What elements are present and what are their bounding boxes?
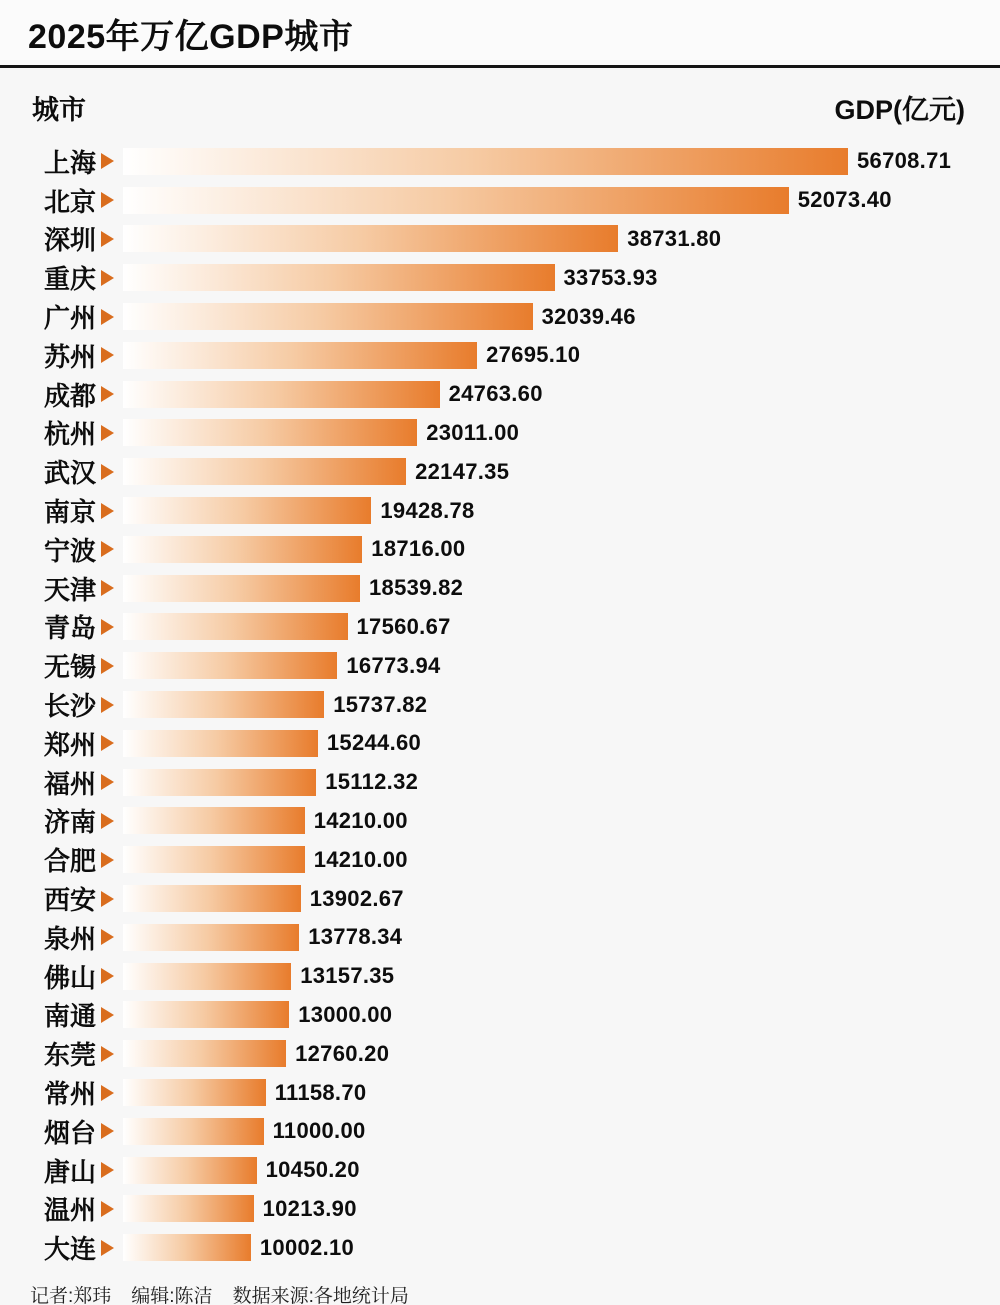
value-label: 13000.00 <box>298 1001 393 1027</box>
triangle-marker-icon <box>101 309 114 325</box>
chart-row <box>0 530 1000 569</box>
gdp-bar <box>123 807 305 834</box>
value-label: 14210.00 <box>313 846 408 872</box>
city-label: 上海 <box>43 147 96 178</box>
gdp-bar <box>123 963 291 990</box>
triangle-marker-icon <box>101 1085 114 1101</box>
chart-row <box>0 1228 1000 1267</box>
value-label: 13902.67 <box>309 885 404 911</box>
value-label: 15112.32 <box>325 769 419 795</box>
gdp-bar <box>123 187 789 214</box>
city-label: 常州 <box>43 1079 96 1110</box>
city-label: 青岛 <box>43 613 96 644</box>
triangle-marker-icon <box>101 813 114 829</box>
gdp-bar <box>123 575 360 602</box>
gdp-bar <box>123 1157 257 1184</box>
value-label: 32039.46 <box>541 303 636 329</box>
chart-row <box>0 685 1000 724</box>
triangle-marker-icon <box>101 425 114 441</box>
value-label: 22147.35 <box>415 458 510 484</box>
value-label: 10002.10 <box>259 1234 355 1260</box>
chart-row <box>0 142 1000 181</box>
city-label: 南通 <box>43 1001 96 1032</box>
gdp-bar <box>123 846 305 873</box>
gdp-bar <box>123 225 618 252</box>
chart-row <box>0 297 1000 336</box>
value-label: 14210.00 <box>313 807 408 833</box>
gdp-bar <box>123 148 848 175</box>
city-label: 唐山 <box>43 1156 96 1187</box>
value-label: 16773.94 <box>346 652 441 678</box>
city-label: 西安 <box>43 885 96 916</box>
value-label: 11158.70 <box>274 1079 367 1105</box>
gdp-bar <box>123 303 533 330</box>
column-header-city: 城市 <box>32 95 86 125</box>
gdp-bar <box>123 342 477 369</box>
triangle-marker-icon <box>101 697 114 713</box>
city-label: 广州 <box>43 303 96 334</box>
city-label: 大连 <box>43 1234 96 1265</box>
triangle-marker-icon <box>101 852 114 868</box>
value-label: 18716.00 <box>371 536 466 562</box>
triangle-marker-icon <box>101 580 114 596</box>
gdp-bar <box>123 419 417 446</box>
chart-row <box>0 918 1000 957</box>
city-label: 合肥 <box>43 846 96 877</box>
chart-row <box>0 181 1000 220</box>
gdp-bar <box>123 613 348 640</box>
triangle-marker-icon <box>101 270 114 286</box>
gdp-bar <box>123 1040 286 1067</box>
triangle-marker-icon <box>101 891 114 907</box>
gdp-bar <box>123 264 555 291</box>
gdp-bar <box>123 924 299 951</box>
triangle-marker-icon <box>101 1162 114 1178</box>
triangle-marker-icon <box>101 1201 114 1217</box>
city-label: 重庆 <box>43 264 96 295</box>
triangle-marker-icon <box>101 774 114 790</box>
city-label: 成都 <box>43 380 96 411</box>
bar-chart <box>0 142 1000 1267</box>
gdp-bar <box>123 1079 266 1106</box>
city-label: 苏州 <box>43 341 96 372</box>
gdp-bar <box>123 381 440 408</box>
value-label: 23011.00 <box>426 419 520 445</box>
city-label: 郑州 <box>43 729 96 760</box>
value-label: 17560.67 <box>356 613 451 639</box>
city-label: 天津 <box>43 574 96 605</box>
triangle-marker-icon <box>101 503 114 519</box>
chart-row <box>0 569 1000 608</box>
triangle-marker-icon <box>101 464 114 480</box>
value-label: 38731.80 <box>627 225 722 251</box>
footer-editor: 编辑:陈洁 <box>131 1286 213 1305</box>
gdp-bar <box>123 691 324 718</box>
chart-row <box>0 336 1000 375</box>
value-label: 10213.90 <box>262 1195 357 1221</box>
triangle-marker-icon <box>101 619 114 635</box>
chart-row <box>0 763 1000 802</box>
triangle-marker-icon <box>101 1007 114 1023</box>
chart-row <box>0 452 1000 491</box>
chart-row <box>0 646 1000 685</box>
gdp-bar <box>123 885 301 912</box>
triangle-marker-icon <box>101 231 114 247</box>
gdp-bar <box>123 1001 289 1028</box>
chart-row <box>0 1034 1000 1073</box>
city-label: 东莞 <box>43 1040 96 1071</box>
triangle-marker-icon <box>101 541 114 557</box>
value-label: 24763.60 <box>448 381 543 407</box>
chart-row <box>0 491 1000 530</box>
gdp-bar <box>123 1195 254 1222</box>
city-label: 烟台 <box>43 1117 96 1148</box>
value-label: 13157.35 <box>300 963 395 989</box>
city-label: 佛山 <box>43 962 96 993</box>
city-label: 无锡 <box>43 652 96 683</box>
value-label: 27695.10 <box>486 342 581 368</box>
gdp-bar <box>123 1118 264 1145</box>
column-headers <box>0 68 1000 127</box>
value-label: 18539.82 <box>369 575 464 601</box>
gdp-bar <box>123 769 316 796</box>
gdp-bar <box>123 730 318 757</box>
value-label: 12760.20 <box>295 1040 390 1066</box>
triangle-marker-icon <box>101 929 114 945</box>
city-label: 泉州 <box>43 923 96 954</box>
city-label: 南京 <box>43 497 96 528</box>
chart-row <box>0 258 1000 297</box>
value-label: 52073.40 <box>797 187 892 213</box>
chart-row <box>0 608 1000 647</box>
footer-credits <box>30 1281 1000 1305</box>
footer-reporter: 记者:郑玮 <box>30 1286 112 1305</box>
city-label: 济南 <box>43 807 96 838</box>
triangle-marker-icon <box>101 1240 114 1256</box>
triangle-marker-icon <box>101 1046 114 1062</box>
gdp-bar <box>123 652 337 679</box>
triangle-marker-icon <box>101 658 114 674</box>
chart-row <box>0 375 1000 414</box>
city-label: 宁波 <box>43 535 96 566</box>
city-label: 温州 <box>43 1195 96 1226</box>
triangle-marker-icon <box>101 1123 114 1139</box>
gdp-bar <box>123 497 371 524</box>
chart-row <box>0 1151 1000 1190</box>
value-label: 33753.93 <box>563 264 658 290</box>
chart-row <box>0 220 1000 259</box>
value-label: 15737.82 <box>333 691 428 717</box>
triangle-marker-icon <box>101 347 114 363</box>
chart-row <box>0 840 1000 879</box>
gdp-bar <box>123 458 406 485</box>
value-label: 56708.71 <box>857 148 952 174</box>
gdp-bar <box>123 1234 251 1261</box>
city-label: 深圳 <box>43 225 96 256</box>
city-label: 杭州 <box>43 419 96 450</box>
chart-row <box>0 957 1000 996</box>
chart-row <box>0 724 1000 763</box>
chart-row <box>0 1190 1000 1229</box>
title-band <box>0 0 1000 65</box>
city-label: 北京 <box>43 186 96 217</box>
value-label: 11000.00 <box>272 1118 366 1144</box>
value-label: 10450.20 <box>265 1157 360 1183</box>
city-label: 福州 <box>43 768 96 799</box>
chart-row <box>0 414 1000 453</box>
column-header-gdp: GDP(亿元) <box>834 95 965 125</box>
city-label: 长沙 <box>43 691 96 722</box>
triangle-marker-icon <box>101 192 114 208</box>
triangle-marker-icon <box>101 735 114 751</box>
triangle-marker-icon <box>101 153 114 169</box>
page-title: 2025年万亿GDP城市 <box>28 18 354 56</box>
chart-row <box>0 1112 1000 1151</box>
gdp-bar <box>123 536 362 563</box>
chart-row <box>0 879 1000 918</box>
chart-row <box>0 996 1000 1035</box>
value-label: 15244.60 <box>326 730 422 756</box>
value-label: 19428.78 <box>380 497 475 523</box>
city-label: 武汉 <box>43 458 96 489</box>
triangle-marker-icon <box>101 386 114 402</box>
footer-source: 数据来源:各地统计局 <box>232 1286 409 1305</box>
chart-row <box>0 802 1000 841</box>
value-label: 13778.34 <box>308 924 403 950</box>
triangle-marker-icon <box>101 968 114 984</box>
chart-row <box>0 1073 1000 1112</box>
